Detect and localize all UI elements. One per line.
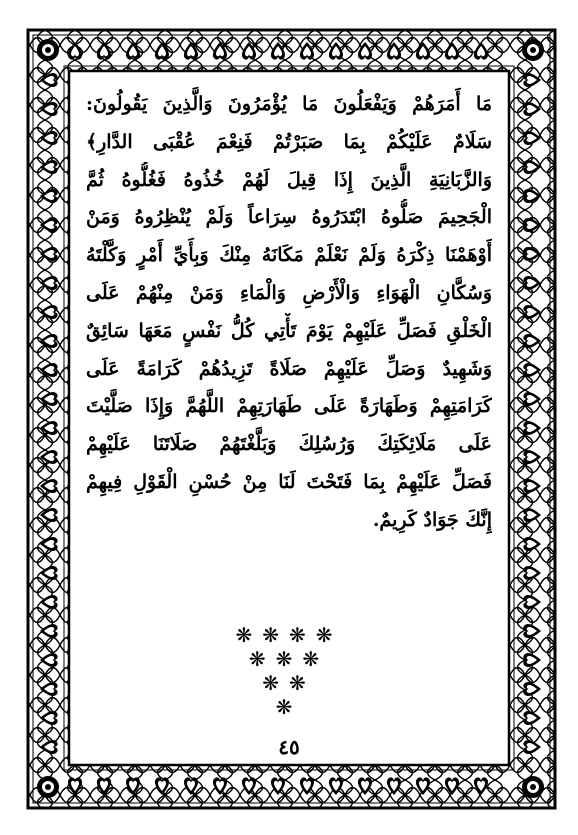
- page-number: ٤٥: [278, 735, 300, 759]
- star-row: ❋❋❋❋: [235, 623, 343, 647]
- star-row: ❋❋: [262, 671, 316, 695]
- text-line-final: إِنَّكَ جَوَادٌ كَرِيمٌ.: [372, 508, 492, 531]
- text-line: أَوْهَمْنَا ذِكْرَهُ وَلَمْ نَعْلَمْ مَكَانَهُ مِنْكَ وَبِأَيِّ أَمْرٍ وَكَّلْتَهُ: [86, 244, 492, 267]
- star-row: ❋❋❋: [248, 647, 330, 671]
- text-line: سَلَامٌ عَلَيْكُمْ بِمَا صَبَرْتُمْ فَنِعْمَ عُقْبَى الدَّارِ﴾: [86, 130, 492, 153]
- star-row: ❋: [275, 695, 303, 719]
- text-line: وَالزَّبَانِيَةِ الَّذِينَ إِذَا قِيلَ لَهُمْ خُذُوهُ فَغُلُّوهُ ثُمَّ: [86, 168, 492, 191]
- text-line: وَشَهِيدٌ وَصَلِّ عَلَيْهِمْ صَلَاةً تَزِيدُهُمْ كَرَامَةً عَلَى: [86, 357, 492, 380]
- text-line: مَا أَمَرَهُمْ وَيَفْعَلُونَ مَا يُؤْمَرُونَ وَالَّذِينَ يَقُولُونَ:: [86, 93, 492, 115]
- text-line: عَلَى مَلَائِكَتِكَ وَرُسُلِكَ وَبَلَّغْتَهُمْ صَلَاتَنَا عَلَيْهِمْ: [86, 433, 492, 456]
- text-line: الْخَلْقِ فَصَلِّ عَلَيْهِمْ يَوْمَ تَأْتِي كُلُّ نَفْسٍ مَعَهَا سَائِقٌ: [86, 319, 492, 342]
- text-line: كَرَامَتِهِمْ وَطَهَارَةً عَلَى طَهَارَتِهِمْ اللَّهُمَّ وَإِذَا صَلَّيْتَ: [86, 395, 492, 418]
- text-line: وَسُكَّانِ الْهَوَاءِ وَالْأَرْضِ وَالْمَاءِ وَمَنْ مِنْهُمْ عَلَى: [86, 281, 492, 304]
- text-line: الْجَحِيمَ صَلُّوهُ ابْتَدَرُوهُ سِرَاعاً وَلَمْ يُنْظِرُوهُ وَمَنْ: [86, 206, 492, 229]
- prayer-text-block: [86, 86, 492, 540]
- text-line: فَصَلِّ عَلَيْهِمْ بِمَا فَتَحْتَ لَنَا مِنْ حُسْنِ الْقَوْلِ فِيهِمْ: [86, 470, 492, 493]
